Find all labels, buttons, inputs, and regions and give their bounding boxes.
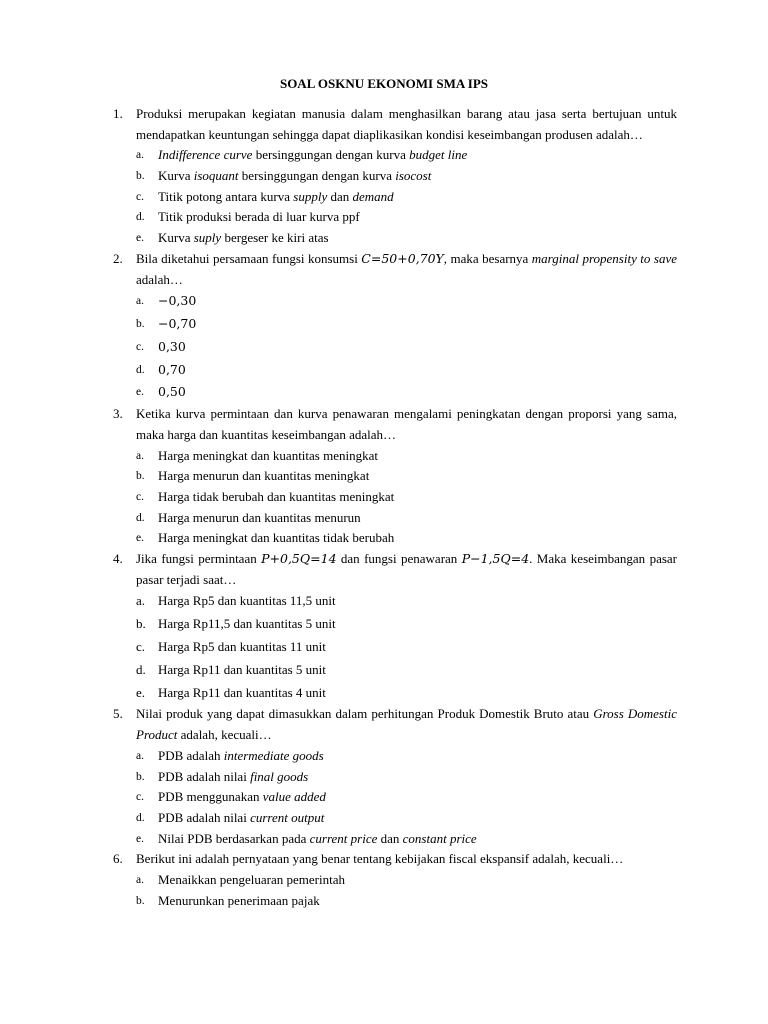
- option-value: 0,50: [158, 384, 186, 400]
- supply-equation: P−1,5Q=4: [461, 551, 530, 567]
- option-letter: e.: [136, 386, 144, 399]
- option-text: Nilai PDB berdasarkan pada current price dan constant price: [158, 830, 477, 846]
- question-text: Jika fungsi permintaan P+0,5Q=14 dan fungsi penawaran P−1,5Q=4. Maka keseimbangan pasar pasar terjadi saat…: [136, 551, 678, 587]
- option-3c: [0, 487, 768, 508]
- option-2b: [0, 313, 768, 336]
- option-letter: b.: [136, 616, 146, 632]
- option-text: Kurva suply bergeser ke kiri atas: [158, 230, 329, 246]
- option-6b: [0, 891, 768, 912]
- option-letter: a.: [136, 593, 146, 609]
- option-3d: [0, 508, 768, 529]
- option-4a: [0, 590, 768, 613]
- option-text: PDB adalah intermediate goods: [158, 747, 324, 763]
- option-letter: c.: [136, 190, 144, 203]
- option-1b: [0, 166, 768, 187]
- option-6a: [0, 870, 768, 891]
- question-4: [0, 549, 768, 590]
- option-4c: [0, 636, 768, 659]
- option-text: Menaikkan pengeluaran pemerintah: [158, 872, 345, 888]
- option-text: Harga meningkat dan kuantitas meningkat: [158, 447, 378, 463]
- option-letter: d.: [136, 511, 145, 524]
- option-4d: [0, 659, 768, 682]
- option-text: Harga Rp11 dan kuantitas 5 unit: [158, 661, 326, 677]
- option-5c: [0, 787, 768, 808]
- question-number: 1.: [113, 106, 123, 121]
- consumption-equation: C=50+0,70Y: [361, 250, 444, 266]
- option-text: PDB menggunakan value added: [158, 789, 326, 805]
- option-text: Harga Rp5 dan kuantitas 11,5 unit: [158, 593, 336, 609]
- question-text: Ketika kurva permintaan dan kurva penawaran mengalami peningkatan dengan proporsi yang sama, maka harga dan kuantitas keseimbangan adalah…: [136, 406, 677, 442]
- question-1: [0, 104, 768, 145]
- option-letter: d.: [136, 211, 145, 224]
- option-1d: [0, 207, 768, 228]
- option-2d: [0, 359, 768, 382]
- option-letter: e.: [136, 532, 144, 545]
- option-5d: [0, 808, 768, 829]
- option-text: Harga menurun dan kuantitas meningkat: [158, 468, 370, 484]
- option-3a: [0, 446, 768, 467]
- option-letter: e.: [136, 232, 144, 245]
- option-letter: c.: [136, 639, 146, 655]
- option-value: −0,70: [158, 316, 197, 332]
- question-5: [0, 704, 768, 745]
- option-text: Harga Rp5 dan kuantitas 11 unit: [158, 639, 326, 655]
- option-letter: a.: [136, 449, 144, 462]
- question-3: [0, 404, 768, 445]
- option-text: Harga Rp11,5 dan kuantitas 5 unit: [158, 616, 336, 632]
- option-letter: a.: [136, 149, 144, 162]
- option-5b: [0, 767, 768, 788]
- option-text: Kurva isoquant bersinggungan dengan kurva isocost: [158, 168, 432, 184]
- option-2a: [0, 290, 768, 313]
- question-number: 4.: [113, 551, 123, 567]
- option-5e: [0, 829, 768, 850]
- question-6: [0, 849, 768, 870]
- option-text: PDB adalah nilai current output: [158, 809, 325, 825]
- option-letter: e.: [136, 684, 146, 700]
- option-text: Titik potong antara kurva supply dan demand: [158, 188, 394, 204]
- option-letter: c.: [136, 340, 144, 353]
- question-number: 6.: [113, 851, 123, 867]
- option-letter: b.: [136, 894, 145, 907]
- page-title: SOAL OSKNU EKONOMI SMA IPS: [279, 76, 489, 91]
- option-1e: [0, 228, 768, 249]
- option-letter: c.: [136, 491, 144, 504]
- question-number: 3.: [113, 406, 123, 422]
- option-2c: [0, 336, 768, 359]
- question-number: 2.: [113, 250, 123, 266]
- question-text: Produksi merupakan kegiatan manusia dalam menghasilkan barang atau jasa serta bertujuan untuk mendapatkan keuntungan sehingga dapat diaplikasikan kondisi keseimbangan produsen adalah…: [136, 106, 677, 142]
- option-5a: [0, 746, 768, 767]
- option-value: 0,30: [158, 338, 186, 354]
- option-letter: e.: [136, 832, 144, 845]
- option-text: Titik produksi berada di luar kurva ppf: [158, 209, 360, 225]
- option-letter: d.: [136, 811, 145, 824]
- question-text: Berikut ini adalah pernyataan yang benar tentang kebijakan fiscal ekspansif adalah, kecuali…: [136, 851, 624, 867]
- question-text: Nilai produk yang dapat dimasukkan dalam perhitungan Produk Domestik Bruto atau Gross Domestic Product adalah, kecuali…: [136, 706, 677, 743]
- option-letter: d.: [136, 661, 146, 677]
- option-letter: b.: [136, 770, 145, 783]
- option-text: Harga meningkat dan kuantitas tidak berubah: [158, 530, 395, 546]
- option-letter: b.: [136, 470, 145, 483]
- option-letter: d.: [136, 363, 145, 376]
- option-letter: c.: [136, 791, 144, 804]
- option-text: Harga tidak berubah dan kuantitas meningkat: [158, 489, 395, 505]
- option-letter: a.: [136, 295, 144, 308]
- option-letter: a.: [136, 749, 144, 762]
- option-text: Harga Rp11 dan kuantitas 4 unit: [158, 684, 326, 700]
- option-1c: [0, 187, 768, 208]
- option-1a: [0, 145, 768, 166]
- option-letter: b.: [136, 318, 145, 331]
- option-2e: [0, 381, 768, 404]
- option-text: Menurunkan penerimaan pajak: [158, 892, 320, 908]
- question-2: [0, 249, 768, 290]
- option-letter: a.: [136, 874, 144, 887]
- question-text: Bila diketahui persamaan fungsi konsumsi C=50+0,70Y, maka besarnya marginal propensity to save adalah…: [136, 250, 677, 287]
- option-3b: [0, 466, 768, 487]
- option-value: −0,30: [158, 293, 197, 309]
- option-4e: [0, 682, 768, 705]
- option-text: Indifference curve bersinggungan dengan kurva budget line: [158, 147, 468, 163]
- option-text: Harga menurun dan kuantitas menurun: [158, 509, 361, 525]
- option-letter: b.: [136, 170, 145, 183]
- option-3e: [0, 528, 768, 549]
- question-list: [0, 104, 768, 911]
- question-number: 5.: [113, 706, 123, 722]
- option-text: PDB adalah nilai final goods: [158, 768, 309, 784]
- demand-equation: P+0,5Q=14: [261, 551, 337, 567]
- option-value: 0,70: [158, 361, 186, 377]
- option-4b: [0, 613, 768, 636]
